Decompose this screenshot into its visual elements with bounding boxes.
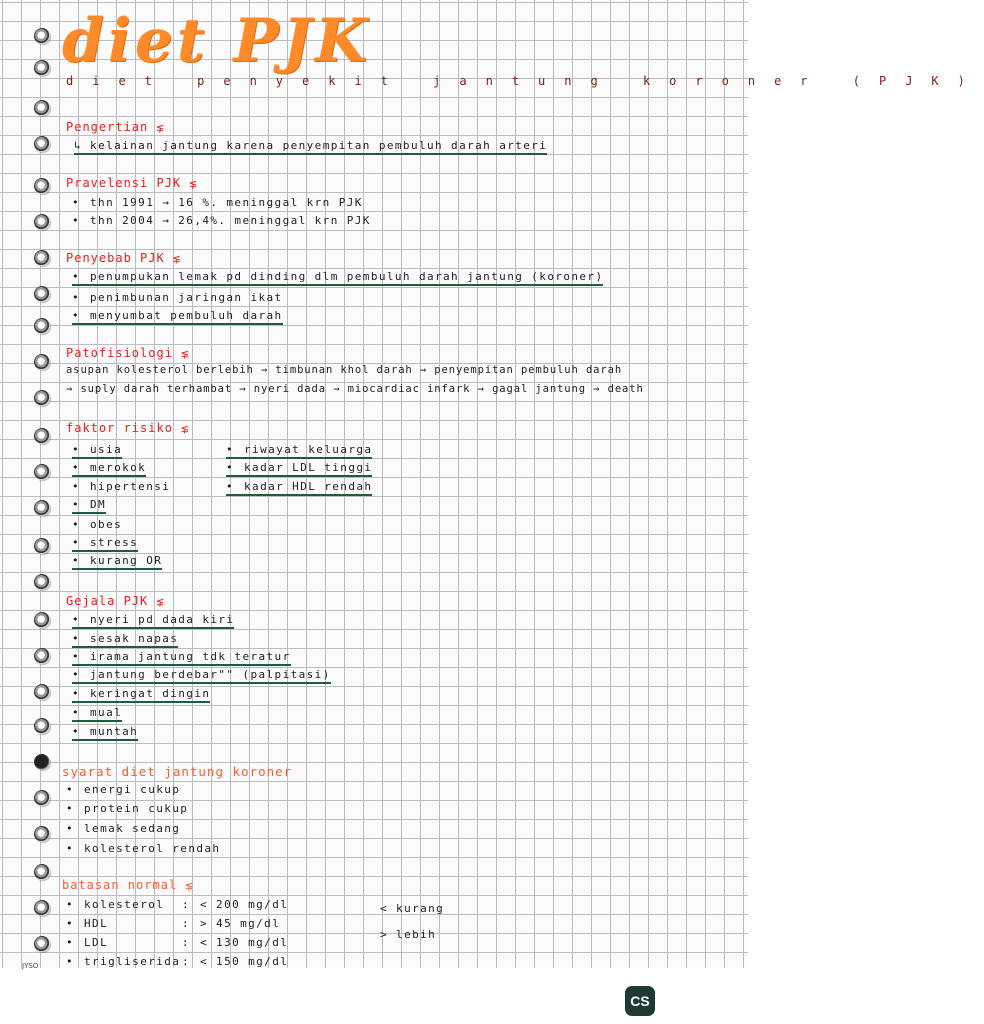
binder-hole xyxy=(34,790,50,806)
heading-faktor-risiko: faktor risiko ⋦ xyxy=(66,421,190,435)
binder-hole xyxy=(34,826,50,842)
gejala-item: • muntah xyxy=(72,725,138,741)
page-subtitle: diet penyekit jantung koroner (PJK) xyxy=(66,74,984,88)
faktor-risiko-item: • DM xyxy=(72,498,106,514)
binder-holes xyxy=(34,18,64,968)
binder-hole xyxy=(34,286,50,302)
page-title: diet PJK xyxy=(62,6,372,76)
batasan-note: > lebih xyxy=(380,928,437,941)
heading-pengertian: Pengertian ⋦ xyxy=(66,120,165,134)
batasan-value: > 45 mg/dl xyxy=(200,917,281,930)
syarat-item: • kolesterol rendah xyxy=(66,842,220,855)
batasan-value: < 130 mg/dl xyxy=(200,936,289,949)
syarat-item: • lemak sedang xyxy=(66,822,180,835)
batasan-label: • HDL xyxy=(66,917,108,930)
binder-hole xyxy=(34,864,50,880)
binder-hole xyxy=(34,354,50,370)
faktor-risiko-item: • riwayat keluarga xyxy=(226,443,372,459)
binder-hole xyxy=(34,100,50,116)
patofisiologi-line: asupan kolesterol berlebih → timbunan khol darah → penyempitan pembuluh darah xyxy=(66,364,623,376)
batasan-separator: : xyxy=(182,917,191,930)
page-footer-mark: JYSO xyxy=(22,962,39,970)
binder-hole xyxy=(34,178,50,194)
binder-hole xyxy=(34,136,50,152)
faktor-risiko-item: • kadar HDL rendah xyxy=(226,480,372,496)
binder-hole xyxy=(34,574,50,590)
penyebab-line: • penumpukan lemak pd dinding dlm pembuluh darah jantung (koroner) xyxy=(72,270,603,286)
binder-hole xyxy=(34,60,50,76)
gejala-item: • keringat dingin xyxy=(72,687,210,703)
binder-hole xyxy=(34,900,50,916)
syarat-item: • energi cukup xyxy=(66,783,180,796)
binder-hole xyxy=(34,538,50,554)
faktor-risiko-item: • usia xyxy=(72,443,122,459)
syarat-item: • protein cukup xyxy=(66,802,188,815)
faktor-risiko-item: • kadar LDL tinggi xyxy=(226,461,372,477)
batasan-label: • trigliserida xyxy=(66,955,180,968)
batasan-note: < kurang xyxy=(380,902,445,915)
binder-hole xyxy=(34,936,50,952)
heading-syarat: syarat diet jantung koroner xyxy=(62,764,293,779)
batasan-value: < 150 mg/dl xyxy=(200,955,289,968)
camscanner-logo: CS xyxy=(625,986,655,1016)
pravelensi-line: • thn 2004 → 26,4%. meninggal krn PJK xyxy=(72,214,371,227)
binder-hole xyxy=(34,318,50,334)
binder-hole xyxy=(34,214,50,230)
heading-pravelensi: Pravelensi PJK ⋦ xyxy=(66,176,198,190)
batasan-separator: : xyxy=(182,936,191,949)
binder-hole xyxy=(34,500,50,516)
gejala-item: • jantung berdebar"" (palpitasi) xyxy=(72,668,331,684)
faktor-risiko-item: • obes xyxy=(72,518,122,531)
gejala-item: • nyeri pd dada kiri xyxy=(72,613,234,629)
binder-hole xyxy=(34,250,50,266)
binder-hole xyxy=(34,612,50,628)
gejala-item: • sesak napas xyxy=(72,632,178,648)
binder-hole xyxy=(34,464,50,480)
binder-hole xyxy=(34,648,50,664)
heading-penyebab: Penyebab PJK ⋦ xyxy=(66,251,182,265)
faktor-risiko-item: • kurang OR xyxy=(72,554,162,570)
heading-gejala: Gejala PJK ⋦ xyxy=(66,594,165,608)
gejala-item: • mual xyxy=(72,706,122,722)
batasan-separator: : xyxy=(182,898,191,911)
pengertian-line: ↳ kelainan jantung karena penyempitan pembuluh darah arteri xyxy=(74,139,547,155)
batasan-label: • kolesterol xyxy=(66,898,164,911)
binder-hole xyxy=(34,428,50,444)
batasan-label: • LDL xyxy=(66,936,108,949)
patofisiologi-line: → suply darah terhambat → nyeri dada → miocardiac infark → gagal jantung → death xyxy=(66,383,644,395)
faktor-risiko-item: • merokok xyxy=(72,461,146,477)
batasan-value: < 200 mg/dl xyxy=(200,898,289,911)
batasan-separator: : xyxy=(182,955,191,968)
penyebab-line: • menyumbat pembuluh darah xyxy=(72,309,283,325)
binder-hole xyxy=(34,28,50,44)
binder-hole xyxy=(34,718,50,734)
heading-batasan: batasan normal ⋦ xyxy=(62,878,194,892)
gejala-item: • irama jantung tdk teratur xyxy=(72,650,291,666)
heading-patofisiologi: Patofisiologi ⋦ xyxy=(66,346,190,360)
binder-hole xyxy=(34,684,50,700)
penyebab-line: • penimbunan jaringan ikat xyxy=(72,291,283,304)
faktor-risiko-item: • stress xyxy=(72,536,138,552)
pravelensi-line: • thn 1991 → 16 %. meninggal krn PJK xyxy=(72,196,363,209)
binder-hole xyxy=(34,390,50,406)
binder-hole xyxy=(34,754,50,770)
faktor-risiko-item: • hipertensi xyxy=(72,480,170,493)
